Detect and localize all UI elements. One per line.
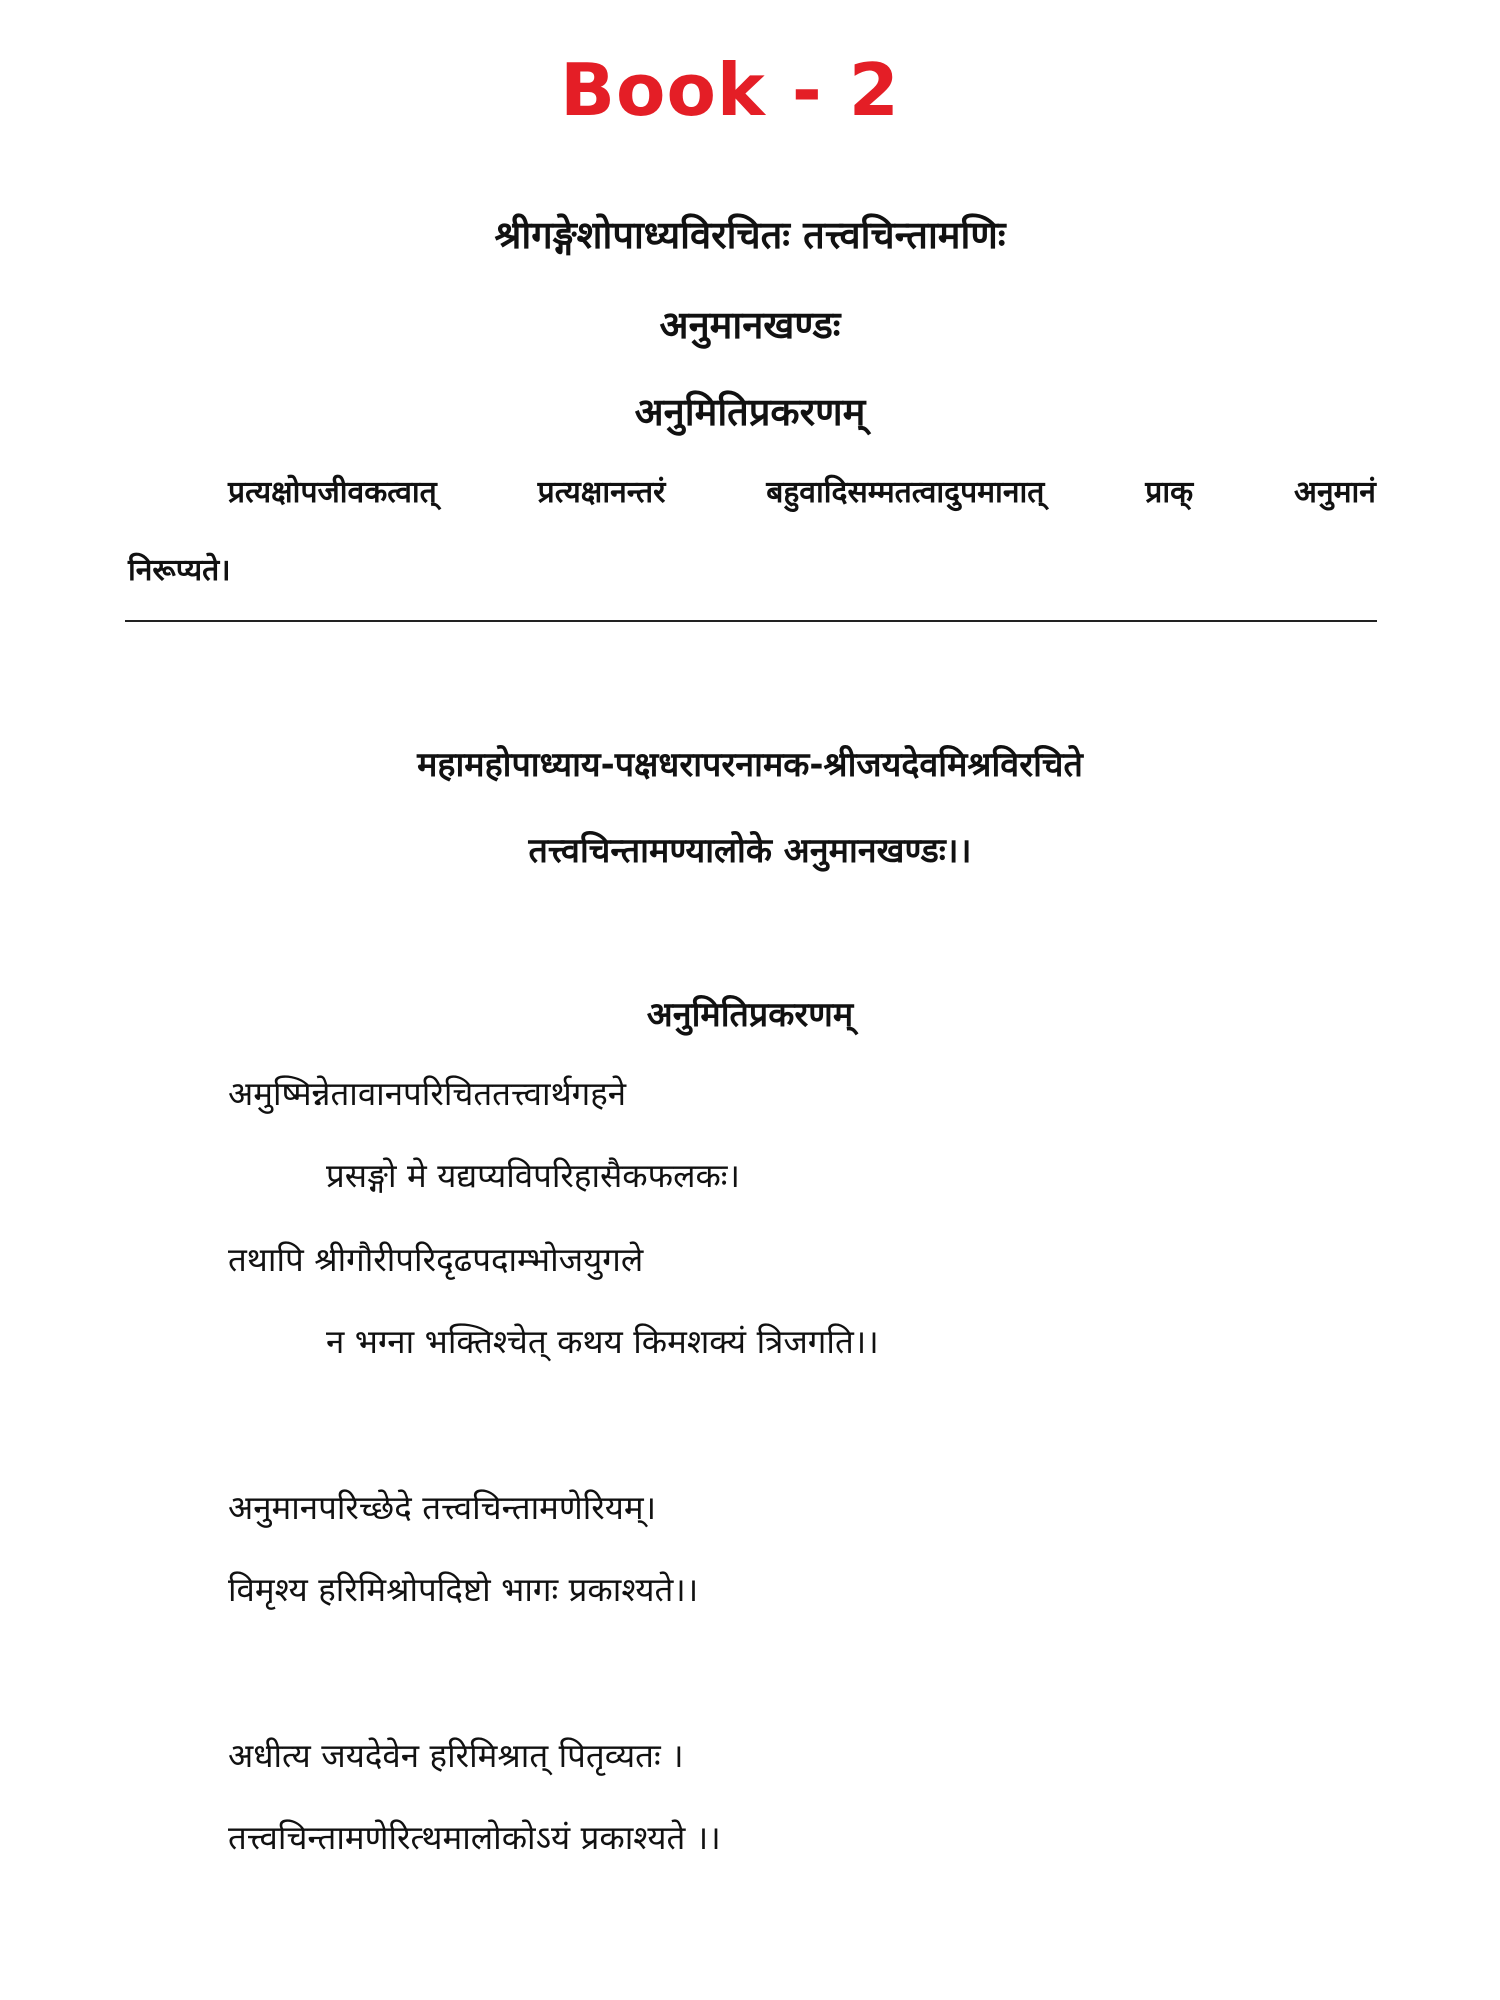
- intro-word: प्राक्: [1145, 475, 1194, 510]
- verse-line: अनुमानपरिच्छेदे तत्त्वचिन्तामणेरियम्।: [228, 1488, 657, 1527]
- book-title: Book - 2: [560, 48, 900, 132]
- intro-paragraph-line: [228, 470, 1376, 511]
- intro-word: प्रत्यक्षोपजीवकत्वात्: [228, 475, 437, 510]
- commentary-prakarana-heading: अनुमितिप्रकरणम्: [646, 995, 854, 1035]
- work-title: श्रीगङ्गेशोपाध्यविरचितः तत्त्वचिन्तामणिः: [494, 213, 1006, 257]
- verse-line: प्रसङ्गो मे यद्यप्यविपरिहासैकफलकः।: [326, 1156, 740, 1195]
- commentary-title-line1: महामहोपाध्याय-पक्षधरापरनामक-श्रीजयदेवमिश्रविरचिते: [417, 745, 1083, 785]
- commentary-title-line2: तत्त्वचिन्तामण्यालोके अनुमानखण्डः।।: [528, 831, 972, 871]
- verse-line: न भग्ना भक्तिश्चेत् कथय किमशक्यं त्रिजगति।।: [326, 1322, 879, 1361]
- intro-word: प्रत्यक्षानन्तरं: [537, 475, 666, 510]
- verse-line: तत्त्वचिन्तामणेरित्थमालोकोऽयं प्रकाश्यते ।।: [228, 1818, 721, 1857]
- intro-word: बहुवादिसम्मतत्वादुपमानात्: [766, 475, 1045, 510]
- prakarana-heading: अनुमितिप्रकरणम्: [634, 390, 866, 434]
- verse-line: अधीत्य जयदेवेन हरिमिश्रात् पितृव्यतः ।: [228, 1736, 684, 1775]
- khanda-heading: अनुमानखण्डः: [659, 303, 841, 347]
- intro-word: अनुमानं: [1294, 475, 1376, 510]
- verse-line: विमृश्य हरिमिश्रोपदिष्टो भागः प्रकाश्यते।।: [228, 1570, 699, 1609]
- section-divider: [125, 620, 1377, 622]
- verse-line: अमुष्मिन्नेतावानपरिचिततत्त्वार्थगहने: [228, 1074, 627, 1113]
- intro-paragraph-continuation: निरूप्यते।: [128, 553, 231, 588]
- verse-line: तथापि श्रीगौरीपरिदृढपदाम्भोजयुगले: [228, 1240, 644, 1279]
